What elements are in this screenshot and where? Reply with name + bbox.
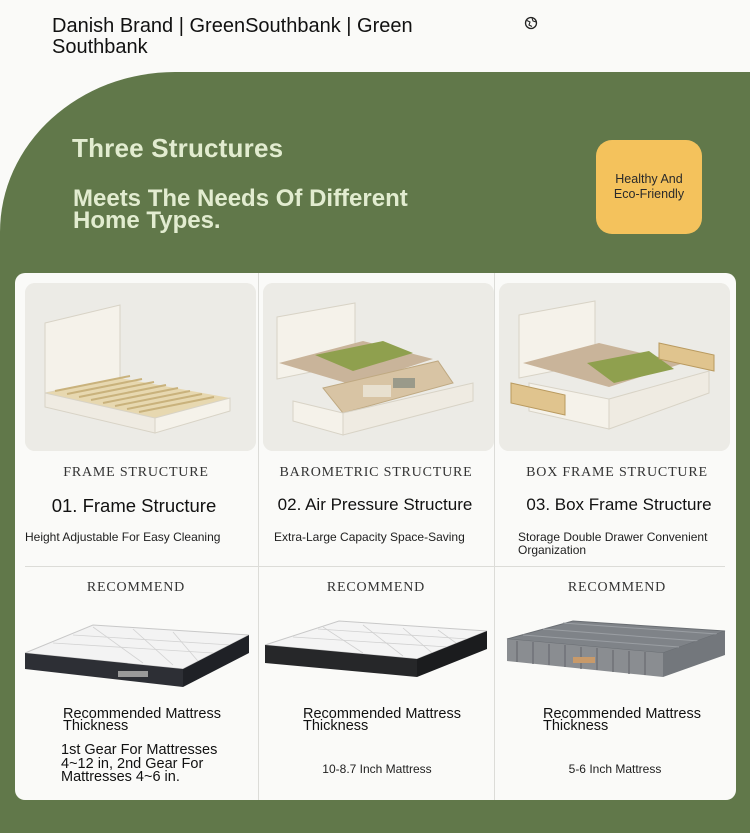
frame-structure-caps: FRAME STRUCTURE [63,465,209,480]
thickness-label: Recommended Mattress Thickness [63,706,221,734]
mattress-image-3 [503,603,729,695]
recommend-label: RECOMMEND [326,580,426,595]
frame-structure-title: 01. Frame Structure [51,495,217,516]
mattress-image-1 [23,603,249,695]
thickness-label: Recommended Mattress Thickness [303,706,461,734]
air-pressure-bed-image [263,283,494,451]
box-frame-structure-title: 03. Box Frame Structure [526,495,712,514]
divider [494,273,495,800]
brand-title: Danish Brand | GreenSouthbank | Green Southbank [52,15,413,58]
mattress-image-2 [263,603,489,695]
air-pressure-structure-title: 02. Air Pressure Structure [277,495,473,514]
hero-title: Three Structures [72,133,284,163]
mattress-size-2: 10-8.7 Inch Mattress [322,762,432,776]
header [0,0,750,72]
structures-card [15,273,736,800]
eco-badge-label: Healthy And Eco-Friendly [613,172,685,201]
globe-icon[interactable] [524,16,538,30]
divider [258,273,259,800]
eco-badge [596,140,702,234]
hero-subtitle: Meets The Needs Of Different Home Types. [73,185,408,234]
frame-bed-image [25,283,256,451]
mattress-size-1: 1st Gear For Mattresses 4~12 in, 2nd Gear For Mattresses 4~6 in. [61,742,218,785]
barometric-structure-caps: BAROMETRIC STRUCTURE [279,465,473,480]
thickness-label: Recommended Mattress Thickness [543,706,701,734]
mattress-size-3: 5-6 Inch Mattress [568,762,662,776]
divider [25,566,725,567]
recommend-label: RECOMMEND [567,580,667,595]
box-frame-bed-image [499,283,730,451]
box-frame-structure-caps: BOX FRAME STRUCTURE [526,465,708,480]
recommend-label: RECOMMEND [86,580,186,595]
box-frame-structure-desc: Storage Double Drawer Convenient Organization [518,530,708,557]
frame-structure-desc: Height Adjustable For Easy Cleaning [25,530,221,544]
air-pressure-structure-desc: Extra-Large Capacity Space-Saving [274,530,465,544]
